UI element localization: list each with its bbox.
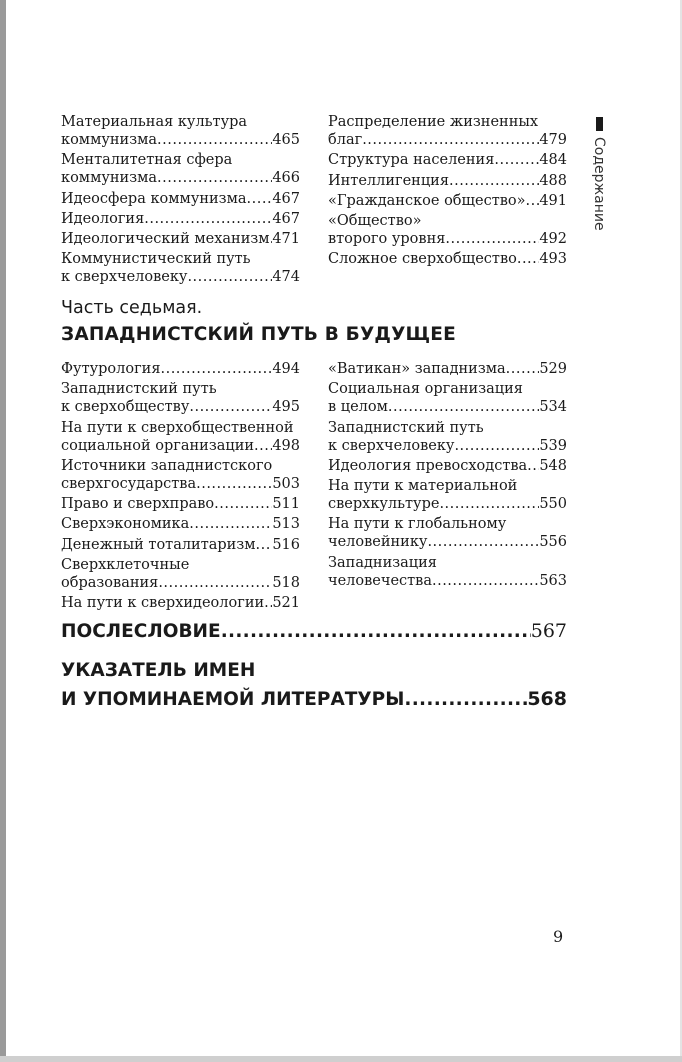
page-edge-bottom — [0, 1056, 682, 1062]
toc-entry-last-line — [61, 495, 300, 513]
toc-entry[interactable] — [328, 554, 567, 590]
toc-entry-page: 479 — [539, 132, 567, 148]
toc-entry-title: «Ватикан» западнизма — [328, 361, 506, 377]
toc-entry-title: Право и сверхправо — [61, 496, 215, 513]
leader-dots — [160, 360, 272, 378]
part-title: Часть седьмая. — [61, 298, 203, 318]
toc-entry[interactable] — [328, 192, 567, 210]
toc-entry-title: Сверхэкономика — [61, 516, 190, 533]
leader-dots — [254, 437, 272, 455]
toc-entry-last-line — [61, 475, 300, 493]
toc-entry-last-line — [328, 192, 567, 210]
page-number: 9 — [553, 927, 564, 946]
toc-entry[interactable] — [61, 380, 300, 416]
toc-entry-page: 467 — [272, 190, 300, 207]
toc-entry-last-line — [328, 172, 567, 190]
toc-entry[interactable] — [61, 594, 300, 612]
toc-entry-last-line — [61, 360, 300, 378]
toc-entry-page: 488 — [539, 172, 567, 189]
toc-entry[interactable] — [61, 113, 300, 149]
toc-entry-last-line — [328, 533, 567, 551]
leader-dots — [445, 230, 539, 248]
toc-entry-title: Структура населения — [328, 152, 495, 169]
leader-dots — [527, 457, 539, 475]
afterword-title: ПОСЛЕСЛОВИЕ — [61, 621, 221, 642]
toc-entry-page: 493 — [539, 251, 567, 268]
toc-entry-last-line — [61, 210, 300, 228]
toc-entry-last-line — [61, 131, 300, 149]
toc-entry-last-line — [61, 617, 567, 646]
toc-entry-last-line — [61, 169, 300, 187]
toc-entry-title: Идеологический механизм — [61, 231, 270, 248]
toc-entry[interactable] — [61, 210, 300, 228]
toc-entry[interactable] — [328, 515, 567, 551]
toc-entry-last-line — [61, 398, 300, 416]
toc-entry[interactable] — [328, 477, 567, 513]
toc-entry-title: Сложное сверхобщество — [328, 251, 517, 268]
toc-entry-afterword[interactable] — [61, 617, 567, 646]
toc-entry-last-line — [328, 495, 567, 513]
toc-column-bottom-left — [61, 360, 300, 615]
toc-entry-title: Футурология — [61, 361, 161, 377]
toc-entry-page: 548 — [539, 457, 567, 474]
toc-entry-title: сверхкультуре — [328, 496, 440, 513]
toc-entry-title-line: Западнизация — [328, 554, 437, 571]
toc-entry-page: 498 — [272, 437, 300, 454]
leader-dots — [454, 437, 539, 455]
leader-dots — [157, 169, 272, 187]
leader-dots — [439, 495, 539, 513]
toc-entry-page: 491 — [539, 192, 567, 209]
toc-entry-page: 556 — [539, 534, 567, 551]
toc-entry-title-line: Западнистский путь — [61, 381, 217, 398]
leader-dots — [187, 268, 272, 286]
toc-entry[interactable] — [61, 190, 300, 208]
toc-entry[interactable] — [328, 212, 567, 248]
leader-dots — [196, 475, 272, 493]
leader-dots — [404, 686, 527, 714]
toc-entry-page: 503 — [272, 475, 300, 492]
page-edge-left — [0, 0, 6, 1062]
toc-entry-title: сверхгосударства — [61, 475, 197, 492]
toc-entry-last-line — [328, 572, 567, 590]
toc-entry-last-line — [61, 574, 300, 592]
toc-entry[interactable] — [328, 419, 567, 455]
toc-entry[interactable] — [61, 419, 300, 455]
side-section-label — [591, 117, 607, 231]
toc-entry-last-line — [328, 230, 567, 248]
toc-entry-title-line: На пути к глобальному — [328, 516, 507, 533]
toc-entry-page: 466 — [272, 170, 300, 187]
toc-entry-title: второго уровня — [328, 231, 446, 248]
toc-entry-page: 563 — [539, 572, 567, 589]
toc-entry[interactable] — [61, 536, 300, 554]
toc-entry-title-line: Материальная культура — [61, 114, 248, 130]
toc-entry-last-line — [61, 230, 300, 248]
toc-entry[interactable] — [328, 380, 567, 416]
toc-entry-last-line — [61, 536, 300, 554]
leader-dots — [264, 594, 272, 612]
toc-entry[interactable] — [328, 360, 567, 378]
leader-dots — [506, 360, 540, 378]
toc-entry-title: Идеология превосходства — [328, 457, 528, 474]
toc-entry-last-line — [61, 268, 300, 286]
toc-entry[interactable] — [61, 515, 300, 533]
toc-entry-title: Идеология — [61, 210, 145, 227]
toc-entry-page: 474 — [272, 269, 300, 286]
toc-entry-title: Денежный тоталитаризм — [61, 536, 256, 553]
afterword-page: 567 — [530, 620, 567, 642]
leader-dots — [517, 250, 539, 268]
side-bar-marker — [596, 117, 603, 131]
toc-entry-last-line — [61, 190, 300, 208]
leader-dots — [362, 131, 539, 149]
toc-entry[interactable] — [61, 151, 300, 187]
leader-dots — [157, 131, 272, 149]
toc-entry-page: 495 — [272, 399, 300, 416]
toc-column-top-left — [61, 113, 300, 289]
toc-entry[interactable] — [61, 360, 300, 378]
toc-entry-title-line: Менталитетная сфера — [61, 152, 233, 169]
toc-entry-title-line: «Общество» — [328, 213, 422, 230]
toc-entry-page: 521 — [272, 595, 300, 612]
toc-entry-title: благ — [328, 132, 363, 148]
toc-entry-title: коммунизма — [61, 132, 158, 148]
toc-entry-title: к сверхобществу — [61, 399, 190, 416]
toc-entry[interactable] — [61, 230, 300, 248]
index-page: 568 — [527, 688, 567, 710]
toc-entry[interactable] — [328, 250, 567, 268]
toc-entry-page: 494 — [272, 361, 300, 377]
toc-entry-page: 516 — [272, 536, 300, 553]
toc-entry-title: к сверхчеловеку — [328, 437, 455, 454]
toc-entry-title: человечества — [328, 572, 432, 589]
toc-entry[interactable] — [61, 250, 300, 286]
leader-dots — [189, 398, 272, 416]
toc-entry-index[interactable] — [61, 657, 567, 714]
toc-entry-last-line — [328, 131, 567, 149]
toc-entry-title-line: Социальная организация — [328, 381, 523, 398]
toc-entry-page: 467 — [272, 210, 300, 227]
toc-entry-title: в целом — [328, 399, 388, 416]
toc-entry[interactable] — [328, 151, 567, 169]
leader-dots — [432, 572, 539, 590]
toc-entry-page: 518 — [272, 575, 300, 592]
leader-dots — [221, 618, 531, 646]
toc-entry-last-line — [61, 685, 567, 714]
toc-entry-title: Идеосфера коммунизма — [61, 190, 247, 207]
toc-column-bottom-right — [328, 360, 567, 592]
leader-dots — [388, 398, 539, 416]
toc-entry-last-line — [328, 437, 567, 455]
toc-entry-title: образования — [61, 575, 159, 592]
toc-entry-page: 534 — [539, 399, 567, 416]
toc-entry-last-line — [61, 515, 300, 533]
index-title-line-2: И УПОМИНАЕМОЙ ЛИТЕРАТУРЫ — [61, 689, 405, 710]
toc-entry-page: 492 — [539, 231, 567, 248]
toc-entry-title-line: Коммунистический путь — [61, 251, 251, 268]
leader-dots — [526, 192, 540, 210]
leader-dots — [256, 536, 273, 554]
toc-entry[interactable] — [328, 457, 567, 475]
index-title-line-1: УКАЗАТЕЛЬ ИМЕН — [61, 660, 256, 681]
leader-dots — [247, 190, 273, 208]
leader-dots — [449, 172, 539, 190]
toc-entry-title-line: Распределение жизненных — [328, 114, 539, 130]
toc-column-top-right — [328, 113, 567, 271]
toc-entry-title-line: Сверхклеточные — [61, 557, 190, 574]
toc-entry-title: Интеллигенция — [328, 172, 449, 189]
leader-dots — [144, 210, 272, 228]
toc-entry-page: 550 — [539, 496, 567, 513]
toc-entry-title: к сверхчеловеку — [61, 269, 188, 286]
toc-entry-last-line — [328, 250, 567, 268]
part-heading: ЗАПАДНИСТСКИЙ ПУТЬ В БУДУЩЕЕ — [61, 324, 456, 345]
toc-entry-last-line — [328, 457, 567, 475]
toc-entry[interactable] — [61, 495, 300, 513]
leader-dots — [427, 533, 539, 551]
toc-entry-page: 529 — [539, 361, 567, 377]
toc-entry-last-line — [61, 594, 300, 612]
leader-dots — [158, 574, 272, 592]
leader-dots — [214, 495, 272, 513]
toc-entry-title: человейнику — [328, 534, 428, 551]
leader-dots — [189, 515, 272, 533]
toc-entry-title-line: На пути к материальной — [328, 478, 518, 495]
toc-entry-last-line — [328, 360, 567, 378]
toc-entry-title-line: На пути к сверхобщественной — [61, 419, 294, 436]
toc-entry-page: 511 — [272, 496, 300, 513]
toc-entry-last-line — [61, 437, 300, 455]
toc-entry-page: 484 — [539, 152, 567, 169]
toc-entry-page: 465 — [272, 132, 300, 148]
toc-entry[interactable] — [61, 457, 300, 493]
toc-entry-title-line: Западнистский путь — [328, 419, 484, 436]
toc-entry-title: коммунизма — [61, 170, 158, 187]
side-label-text: Содержание — [591, 137, 607, 231]
toc-entry-page: 539 — [539, 437, 567, 454]
toc-entry[interactable] — [328, 113, 567, 149]
toc-entry-last-line — [328, 398, 567, 416]
toc-entry-page: 513 — [272, 516, 300, 533]
toc-entry-title: социальной организации — [61, 437, 255, 454]
toc-entry-title: На пути к сверхидеологии — [61, 595, 265, 612]
toc-entry-title: «Гражданское общество» — [328, 192, 526, 209]
toc-entry[interactable] — [61, 556, 300, 592]
leader-dots — [494, 151, 539, 169]
toc-entry-page: 471 — [272, 231, 300, 248]
toc-entry[interactable] — [328, 172, 567, 190]
toc-entry-last-line — [328, 151, 567, 169]
toc-entry-title-line: Источники западнистского — [61, 457, 273, 474]
